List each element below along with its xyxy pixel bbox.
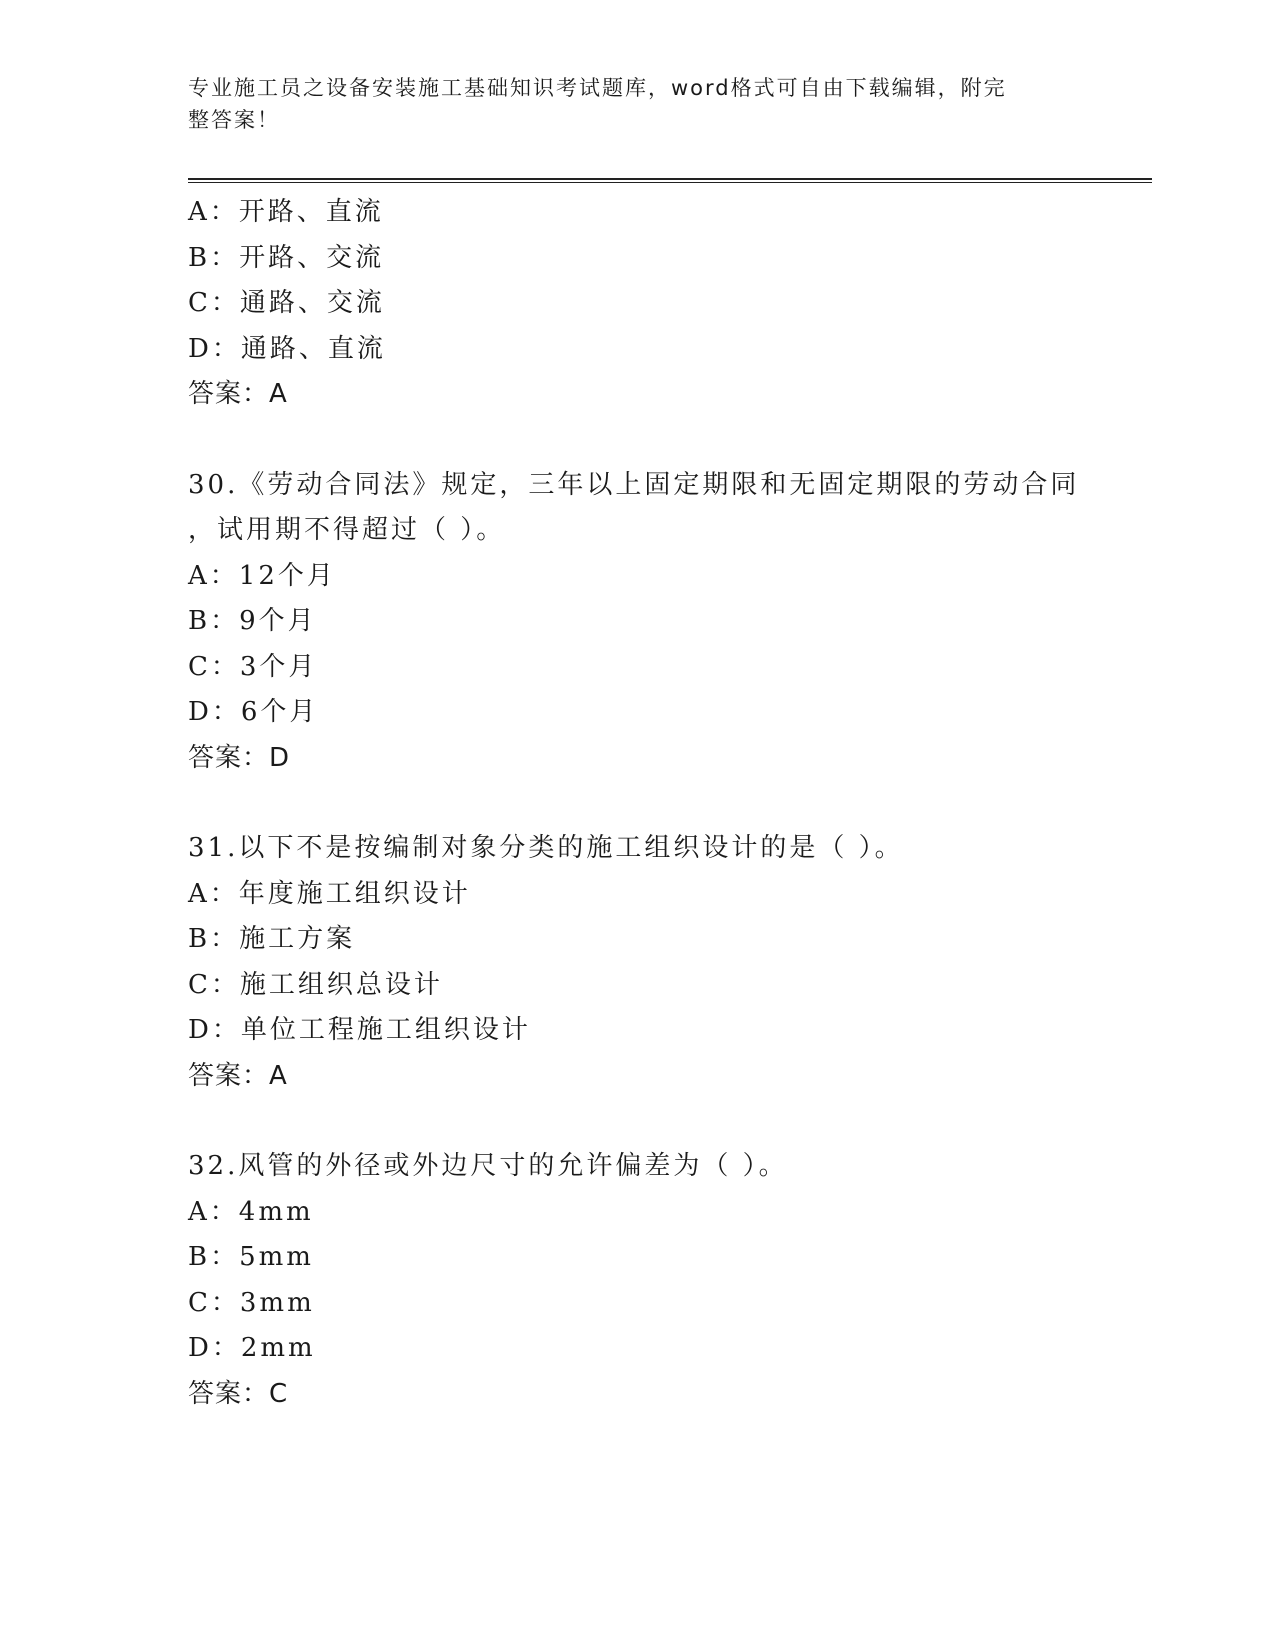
question-32	[188, 1144, 1088, 1417]
option-b: B：9个月	[188, 606, 317, 636]
question-list	[188, 190, 1088, 1417]
question-text: 31.以下不是按编制对象分类的施工组织设计的是（ ）。	[188, 833, 904, 863]
option-c: C：施工组织总设计	[188, 969, 443, 1000]
document-header	[188, 72, 1068, 136]
option-d: D：通路、直流	[188, 333, 386, 364]
question-text: 30.《劳动合同法》规定，三年以上固定期限和无固定期限的劳动合同	[188, 469, 1080, 500]
question-30	[188, 463, 1088, 782]
option-a: A：年度施工组织设计	[188, 878, 471, 909]
option-a: A：开路、直流	[188, 197, 384, 227]
answer: 答案：A	[188, 379, 288, 409]
question-31	[188, 826, 1088, 1099]
option-a: A：12个月	[188, 560, 336, 591]
option-d: D：单位工程施工组织设计	[188, 1015, 531, 1045]
question-text: 32.风管的外径或外边尺寸的允许偏差为（ ）。	[188, 1151, 788, 1181]
question-29	[188, 190, 1088, 418]
header-divider	[188, 178, 1152, 183]
option-b: B：开路、交流	[188, 242, 385, 273]
option-d: D：6个月	[188, 697, 319, 727]
option-d: D：2mm	[188, 1333, 316, 1363]
option-c: C：通路、交流	[188, 288, 385, 318]
answer: 答案：C	[188, 1378, 289, 1409]
option-a: A：4mm	[188, 1196, 314, 1227]
option-b: B：5mm	[188, 1242, 314, 1272]
option-c: C：3mm	[188, 1287, 315, 1318]
question-text-cont: ，试用期不得超过（ ）。	[188, 515, 506, 545]
header-line-2: 整答案！	[188, 108, 280, 132]
header-line-1: 专业施工员之设备安装施工基础知识考试题库，word格式可自由下载编辑，附完	[188, 76, 1007, 100]
option-c: C：3个月	[188, 651, 318, 682]
answer: 答案：A	[188, 1060, 288, 1091]
answer: 答案：D	[188, 742, 291, 773]
option-b: B：施工方案	[188, 924, 356, 954]
